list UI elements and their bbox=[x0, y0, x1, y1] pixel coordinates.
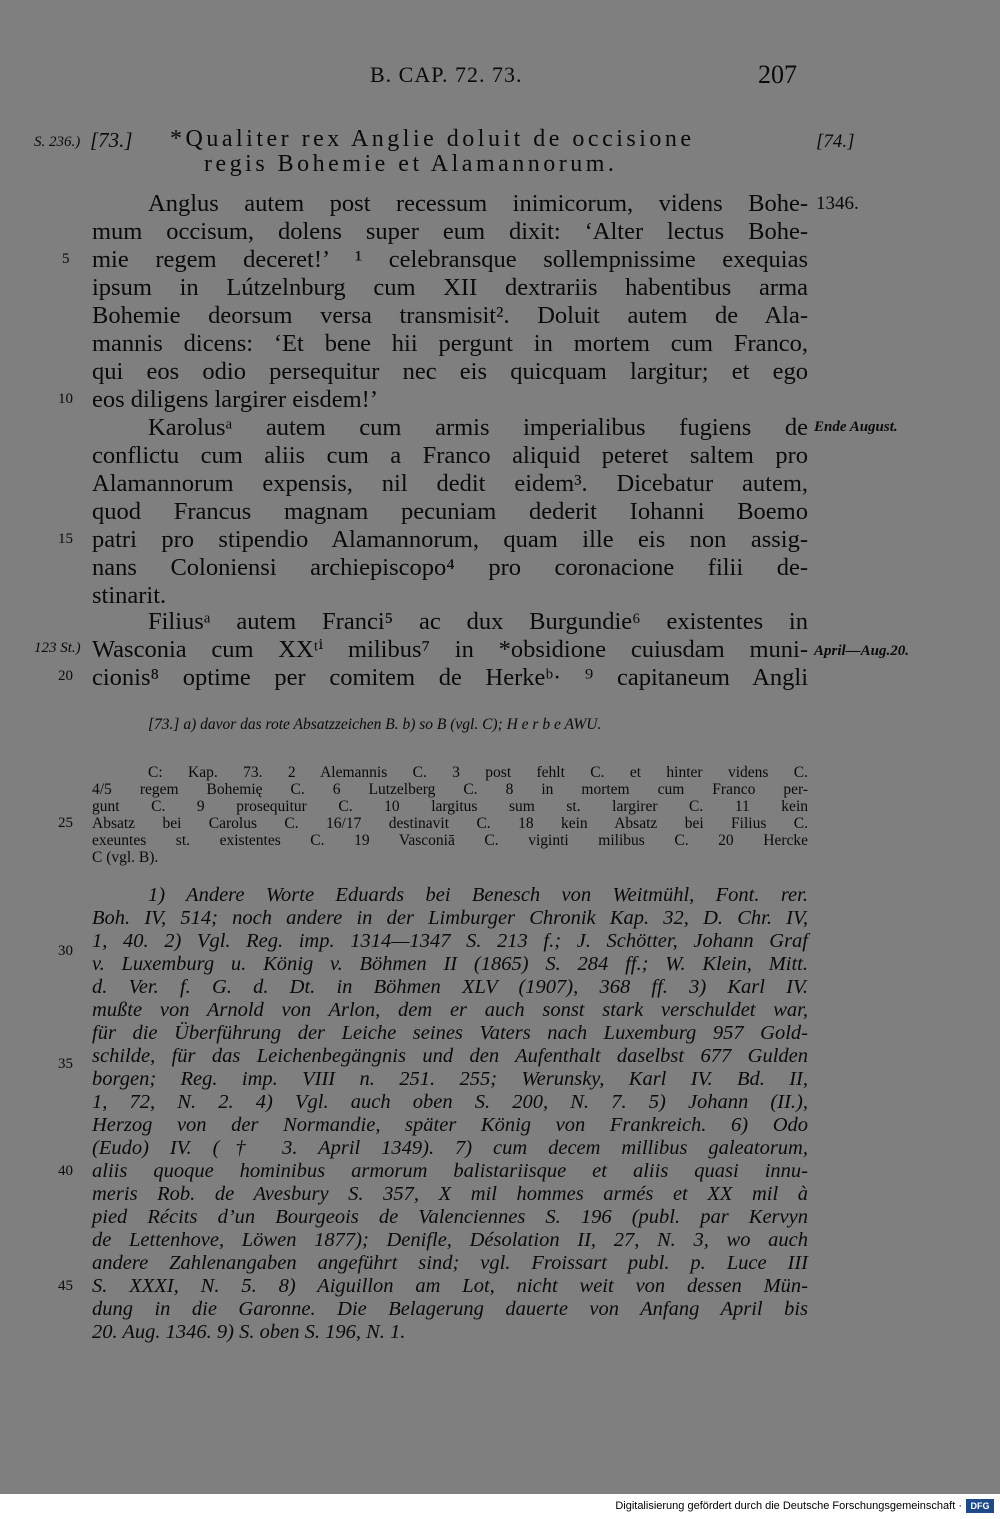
footnote-line: meris Rob. de Avesbury S. 357, X mil hommes armés et XX mil à bbox=[92, 1183, 808, 1205]
body-line: Alamannorum expensis, nil dedit eidem³. Dicebatur autem, bbox=[92, 470, 808, 497]
chapter-title-line-2: regis Bohemie et Alamannorum. bbox=[204, 151, 618, 177]
line-number: 5 bbox=[62, 251, 70, 267]
footnote-line: pied Récits d’un Bourgeois de Valenciennes S. 196 (publ. par Kervyn bbox=[92, 1206, 808, 1228]
apparatus-line: C: Kap. 73. 2 Alemannis C. 3 post fehlt C. et hinter videns C. bbox=[148, 764, 808, 781]
body-line: Anglus autem post recessum inimicorum, videns Bohe- bbox=[148, 190, 808, 217]
line-number: 40 bbox=[58, 1163, 73, 1179]
footnote-line: 20. Aug. 1346. 9) S. oben S. 196, N. 1. bbox=[92, 1321, 406, 1343]
footnote-line: mußte von Arnold von Arlon, dem er auch sonst stark verschuldet war, bbox=[92, 999, 808, 1021]
body-line: quod Francus magnam pecuniam dederit Iohanni Boemo bbox=[92, 498, 808, 525]
body-line: mie regem deceret!’ ¹ celebransque sollempnissime exequias bbox=[92, 246, 808, 273]
apparatus-line: 4/5 regem Bohemię C. 6 Lutzelberg C. 8 in mortem cum Franco per- bbox=[92, 781, 808, 798]
line-number: 10 bbox=[58, 391, 73, 407]
footer-credit-bar bbox=[0, 1494, 1000, 1519]
chapter-number-right: [74.] bbox=[816, 131, 855, 152]
chapter-title-line-1: *Qualiter rex Anglie doluit de occisione bbox=[170, 126, 695, 152]
line-number: 25 bbox=[58, 815, 73, 831]
page-number: 207 bbox=[758, 60, 797, 89]
footnote-line: schilde, für das Leichenbegängnis und den Aufenthalt daselbst 677 Gulden bbox=[92, 1045, 808, 1067]
running-header bbox=[0, 62, 1000, 98]
body-line: Karolusᵃ autem cum armis imperialibus fugiens de bbox=[148, 414, 808, 441]
apparatus-note-a: [73.] a) davor das rote Absatzzeichen B. b) so B (vgl. C); H e r b e AWU. bbox=[148, 716, 602, 733]
body-line: Bohemie deorsum versa transmisit². Doluit autem de Ala- bbox=[92, 302, 808, 329]
footnote-line: de Lettenhove, Löwen 1877); Denifle, Désolation II, 27, N. 3, wo auch bbox=[92, 1229, 808, 1251]
line-number: 45 bbox=[58, 1278, 73, 1294]
apparatus-line: gunt C. 9 prosequitur C. 10 largitus sum st. largirer C. 11 kein bbox=[92, 798, 808, 815]
body-line: conflictu cum aliis cum a Franco aliquid peteret saltem pro bbox=[92, 442, 808, 469]
footnote-line: 1) Andere Worte Eduards bei Benesch von Weitmühl, Font. rer. bbox=[148, 884, 808, 906]
body-line: stinarit. bbox=[92, 582, 167, 609]
footnote-line: für die Überführung der Leiche seines Vaters nach Luxemburg 957 Gold- bbox=[92, 1022, 808, 1044]
margin-date-end-august: Ende August. bbox=[814, 419, 898, 435]
line-number: 15 bbox=[58, 531, 73, 547]
running-head-title: B. CAP. 72. 73. bbox=[370, 62, 523, 87]
margin-note-st: 123 St.) bbox=[34, 640, 81, 656]
margin-year: 1346. bbox=[816, 193, 859, 214]
chapter-number-left: [73.] bbox=[90, 128, 133, 152]
body-line: nans Coloniensi archiepiscopo⁴ pro coronacione filii de- bbox=[92, 554, 808, 581]
footer-credit-text: Digitalisierung gefördert durch die Deutsche Forschungsgemeinschaft · bbox=[615, 1500, 962, 1512]
footnote-line: d. Ver. f. G. d. Dt. in Böhmen XLV (1907), 368 ff. 3) Karl IV. bbox=[92, 976, 808, 998]
body-line: qui eos odio persequitur nec eis quicquam largitur; et ego bbox=[92, 358, 808, 385]
body-line: patri pro stipendio Alamannorum, quam ille eis non assig- bbox=[92, 526, 808, 553]
margin-date-april-august: April—Aug.20. bbox=[814, 643, 910, 659]
margin-note-source-page: S. 236.) bbox=[34, 134, 81, 150]
apparatus-line: C (vgl. B). bbox=[92, 849, 159, 866]
footnote-line: (Eudo) IV. († 3. April 1349). 7) cum decem millibus galeatorum, bbox=[92, 1137, 808, 1159]
footnote-line: v. Luxemburg u. König v. Böhmen II (1865) S. 284 ff.; W. Klein, Mitt. bbox=[92, 953, 808, 975]
footnote-line: 1, 40. 2) Vgl. Reg. imp. 1314—1347 S. 213 f.; J. Schötter, Johann Graf bbox=[92, 930, 808, 952]
apparatus-line: Absatz bei Carolus C. 16/17 destinavit C. 18 kein Absatz bei Filius C. bbox=[92, 815, 808, 832]
body-line: Wasconia cum XXᵗⁱ milibus⁷ in *obsidione cuiusdam muni- bbox=[92, 636, 808, 663]
dfg-logo: DFG bbox=[966, 1499, 994, 1513]
line-number: 35 bbox=[58, 1056, 73, 1072]
apparatus-line: exeuntes st. existentes C. 19 Vasconiā C. viginti milibus C. 20 Hercke bbox=[92, 832, 808, 849]
footnote-line: andere Zahlenangaben angeführt sind; vgl. Froissart publ. p. Luce III bbox=[92, 1252, 808, 1274]
footnote-line: Boh. IV, 514; noch andere in der Limburger Chronik Kap. 32, D. Chr. IV, bbox=[92, 907, 808, 929]
body-line: mum occisum, dolens super eum dixit: ‘Alter lectus Bohe- bbox=[92, 218, 808, 245]
line-number: 20 bbox=[58, 668, 73, 684]
footnote-line: Herzog von der Normandie, später König von Frankreich. 6) Odo bbox=[92, 1114, 808, 1136]
body-line: Filiusᵃ autem Franci⁵ ac dux Burgundie⁶ existentes in bbox=[148, 608, 808, 635]
footnote-line: aliis quoque hominibus armorum balistariisque et aliis quasi innu- bbox=[92, 1160, 808, 1182]
footnote-line: S. XXXI, N. 5. 8) Aiguillon am Lot, nicht weit von dessen Mün- bbox=[92, 1275, 808, 1297]
body-line: cionis⁸ optime per comitem de Herkeᵇ· ⁹ capitaneum Angli bbox=[92, 664, 808, 691]
footnote-line: 1, 72, N. 2. 4) Vgl. auch oben S. 200, N. 7. 5) Johann (II.), bbox=[92, 1091, 808, 1113]
body-line: eos diligens largirer eisdem!’ bbox=[92, 386, 378, 413]
footnote-line: dung in die Garonne. Die Belagerung dauerte von Anfang April bis bbox=[92, 1298, 808, 1320]
line-number: 30 bbox=[58, 943, 73, 959]
body-line: mannis dicens: ‘Et bene hii pergunt in mortem cum Franco, bbox=[92, 330, 808, 357]
footnote-line: borgen; Reg. imp. VIII n. 251. 255; Werunsky, Karl IV. Bd. II, bbox=[92, 1068, 808, 1090]
body-line: ipsum in Lútzelnburg cum XII dextrariis habentibus arma bbox=[92, 274, 808, 301]
